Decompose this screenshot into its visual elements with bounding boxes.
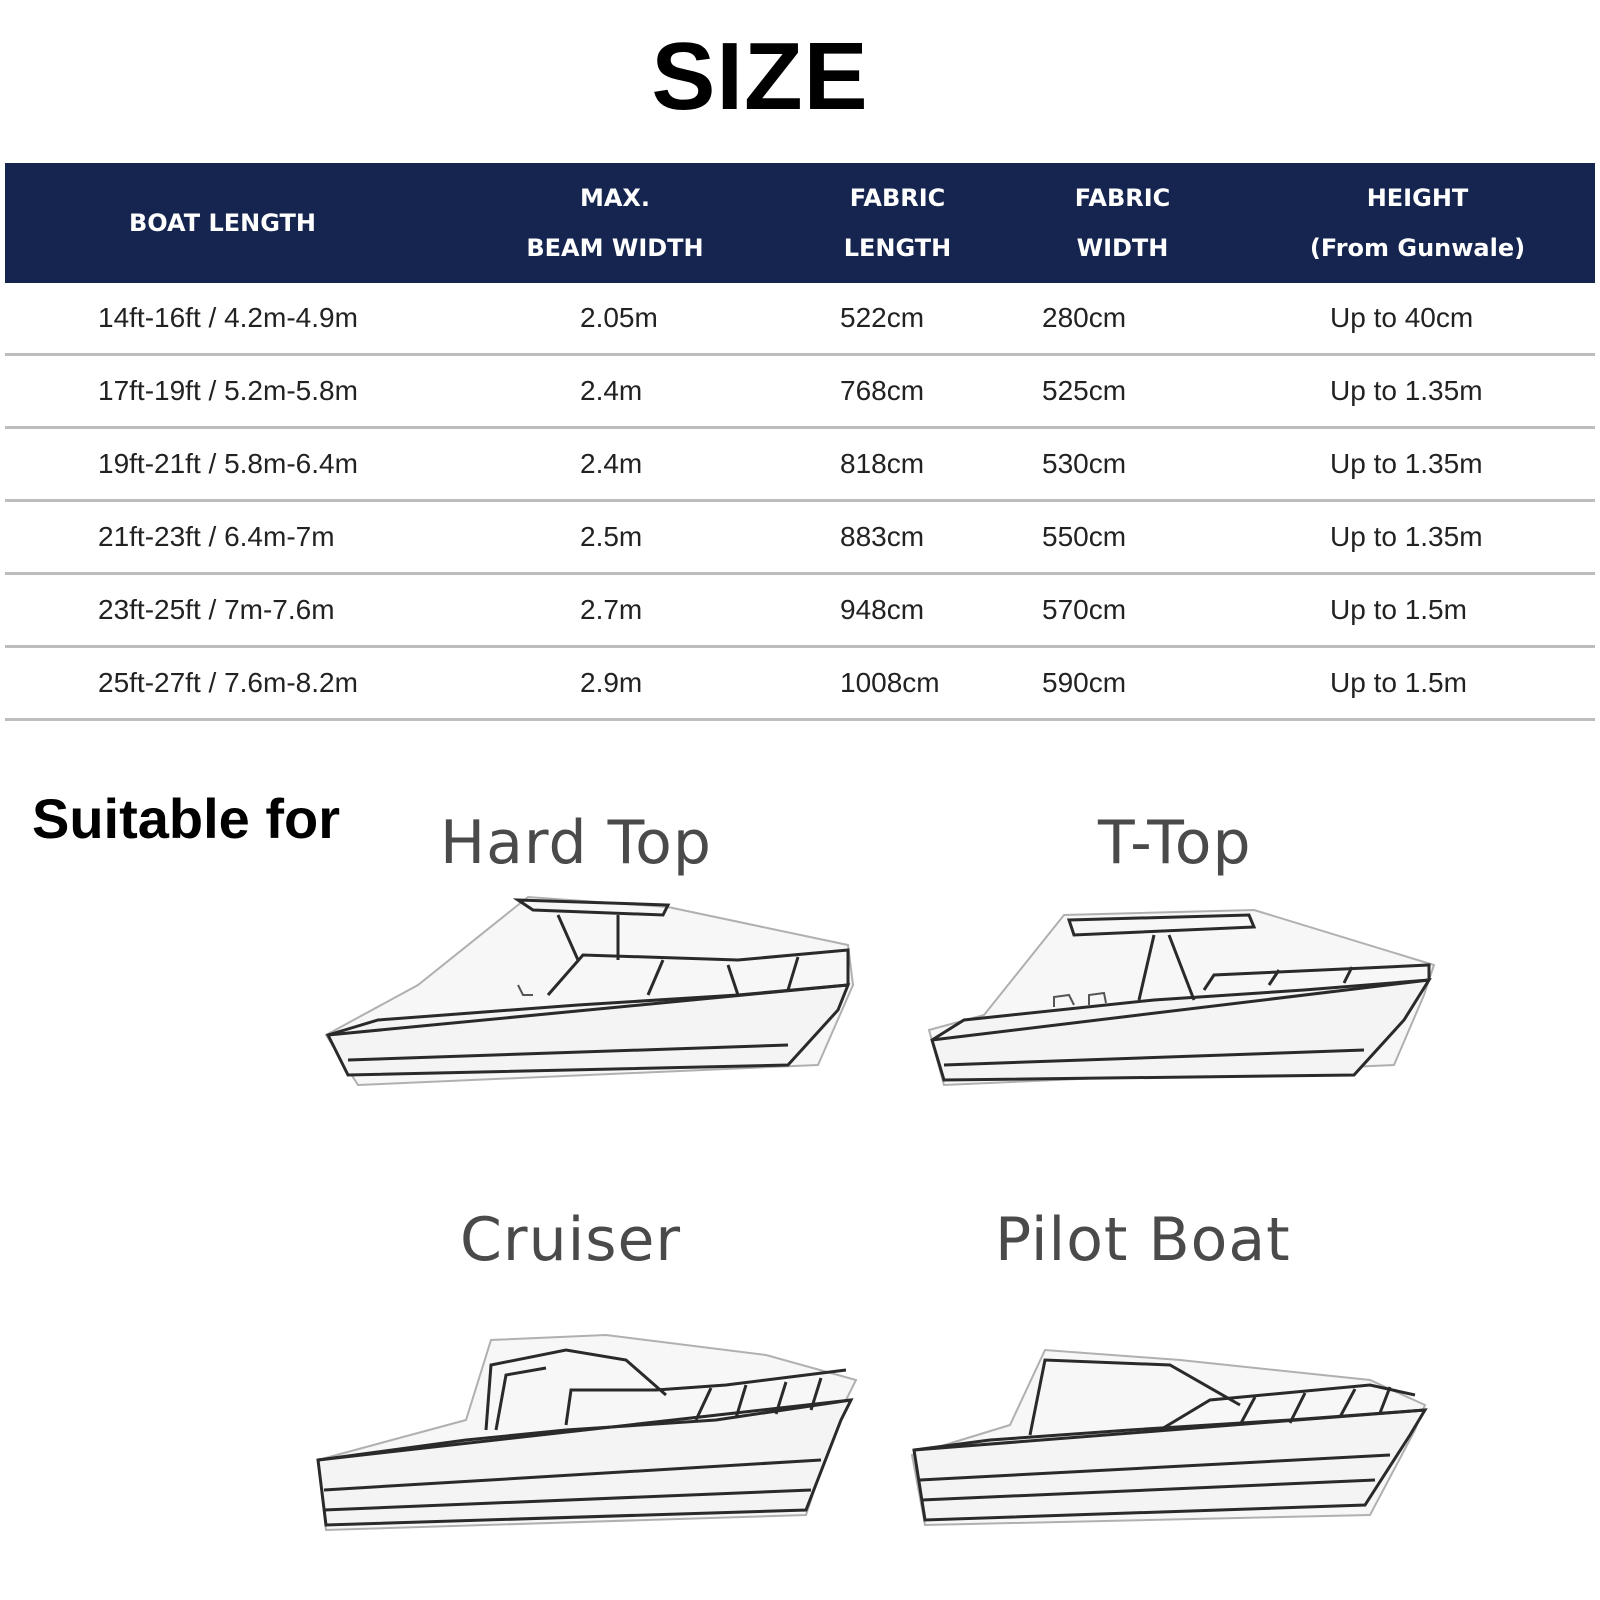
cell-height: Up to 1.5m bbox=[1330, 667, 1467, 698]
cell-boat-length: 23ft-25ft / 7m-7.6m bbox=[98, 594, 335, 625]
cell-fabric-width: 550cm bbox=[1042, 521, 1127, 552]
cell-beam-width: 2.7m bbox=[580, 594, 643, 625]
cell-height: Up to 1.35m bbox=[1330, 448, 1483, 479]
cell-fabric-width: 570cm bbox=[1042, 594, 1127, 625]
suitable-for-label: Suitable for bbox=[32, 787, 341, 850]
cell-fabric-length: 948cm bbox=[840, 594, 925, 625]
table-row bbox=[5, 356, 1595, 429]
cell-fabric-width: 525cm bbox=[1042, 375, 1127, 406]
cell-fabric-length: 522cm bbox=[840, 302, 925, 333]
table-header bbox=[5, 163, 1595, 283]
boat-name-pilot-boat: Pilot Boat bbox=[995, 1205, 1291, 1275]
cell-boat-length: 25ft-27ft / 7.6m-8.2m bbox=[98, 667, 358, 698]
header-fabric-length: FABRIC LENGTH bbox=[843, 184, 952, 262]
cell-beam-width: 2.5m bbox=[580, 521, 643, 552]
header-max-beam-width: MAX. BEAM WIDTH bbox=[526, 184, 704, 262]
cell-beam-width: 2.9m bbox=[580, 667, 643, 698]
boat-name-cruiser: Cruiser bbox=[460, 1205, 682, 1275]
hard-top-boat-icon bbox=[318, 885, 873, 1105]
cell-fabric-length: 883cm bbox=[840, 521, 925, 552]
table-row bbox=[5, 575, 1595, 648]
page-title: SIZE bbox=[651, 23, 869, 130]
cell-fabric-length: 768cm bbox=[840, 375, 925, 406]
cell-beam-width: 2.05m bbox=[580, 302, 658, 333]
cell-height: Up to 40cm bbox=[1330, 302, 1474, 333]
cruiser-boat-icon bbox=[316, 1330, 876, 1540]
size-table bbox=[5, 163, 1595, 721]
cell-fabric-length: 818cm bbox=[840, 448, 925, 479]
cell-boat-length: 21ft-23ft / 6.4m-7m bbox=[98, 521, 335, 552]
pilot-boat-icon bbox=[910, 1345, 1435, 1535]
table-row bbox=[5, 502, 1595, 575]
cell-height: Up to 1.35m bbox=[1330, 521, 1483, 552]
table-row bbox=[5, 648, 1595, 721]
cell-fabric-width: 280cm bbox=[1042, 302, 1127, 333]
cell-height: Up to 1.35m bbox=[1330, 375, 1483, 406]
cell-height: Up to 1.5m bbox=[1330, 594, 1467, 625]
cell-fabric-width: 530cm bbox=[1042, 448, 1127, 479]
cell-beam-width: 2.4m bbox=[580, 375, 643, 406]
header-height: HEIGHT (From Gunwale) bbox=[1309, 184, 1526, 262]
header-boat-length: BOAT LENGTH bbox=[129, 209, 316, 237]
cell-boat-length: 19ft-21ft / 5.8m-6.4m bbox=[98, 448, 358, 479]
cell-boat-length: 17ft-19ft / 5.2m-5.8m bbox=[98, 375, 358, 406]
header-fabric-width: FABRIC WIDTH bbox=[1074, 184, 1171, 262]
cell-fabric-length: 1008cm bbox=[840, 667, 940, 698]
t-top-boat-icon bbox=[924, 905, 1454, 1105]
boat-name-t-top: T-Top bbox=[1098, 808, 1252, 878]
cell-beam-width: 2.4m bbox=[580, 448, 643, 479]
table-row bbox=[5, 429, 1595, 502]
table-row bbox=[5, 283, 1595, 356]
boat-name-hard-top: Hard Top bbox=[440, 808, 712, 878]
cell-fabric-width: 590cm bbox=[1042, 667, 1127, 698]
cell-boat-length: 14ft-16ft / 4.2m-4.9m bbox=[98, 302, 358, 333]
